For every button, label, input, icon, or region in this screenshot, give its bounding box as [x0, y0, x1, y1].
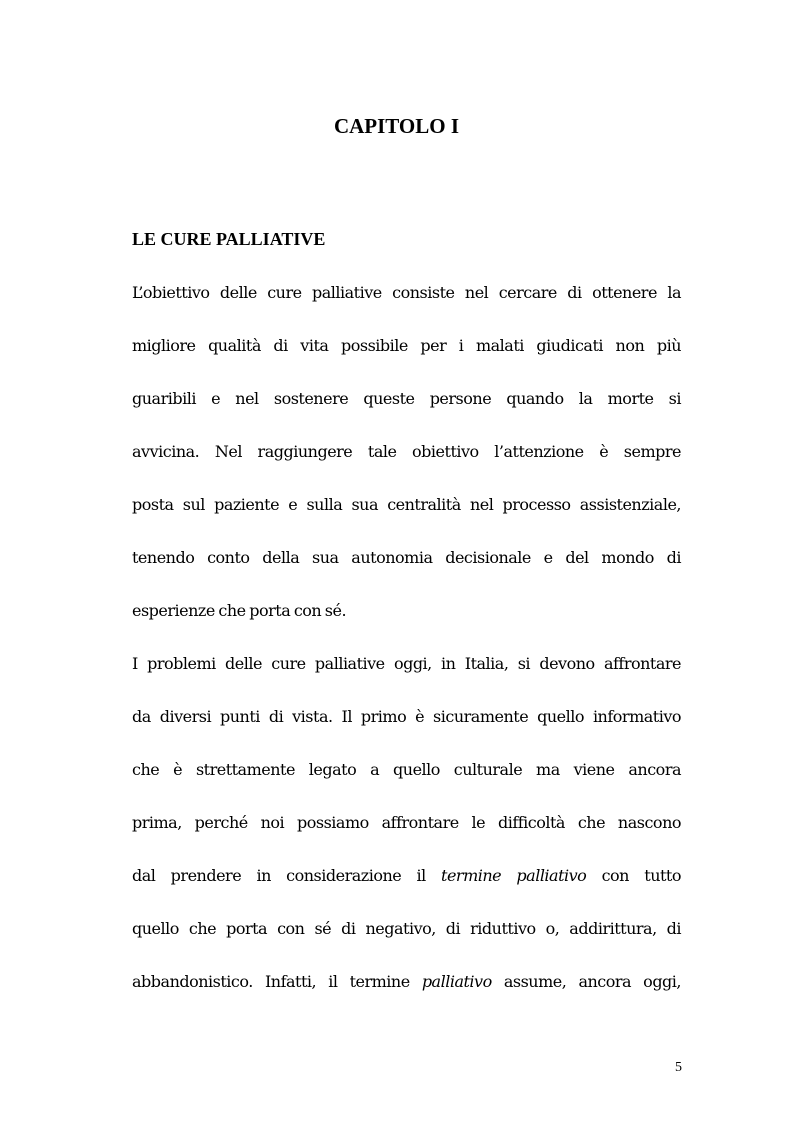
text-line: tenendo conto della sua autonomia decisionale e del mondo di	[132, 548, 681, 567]
text-line: da diversi punti di vista. Il primo è sicuramente quello informativo	[132, 707, 681, 726]
text-line: guaribili e nel sostenere queste persone quando la morte si	[132, 389, 681, 408]
text-line: migliore qualità di vita possibile per i malati giudicati non più	[132, 336, 681, 355]
italic-term: termine palliativo	[441, 866, 587, 885]
text-span: dal prendere in considerazione il	[132, 866, 442, 885]
text-line	[132, 861, 681, 891]
page-number: 5	[675, 1060, 682, 1075]
text-line: prima, perché noi possiamo affrontare le difficoltà che nascono	[132, 813, 681, 832]
text-line	[132, 967, 681, 997]
text-line: L’obiettivo delle cure palliative consiste nel cercare di ottenere la	[132, 283, 681, 302]
text-line: quello che porta con sé di negativo, di riduttivo o, addirittura, di	[132, 919, 681, 938]
text-span: abbandonistico. Infatti, il termine	[132, 972, 422, 991]
chapter-title: CAPITOLO I	[333, 114, 460, 138]
text-line: esperienze che porta con sé.	[132, 601, 347, 620]
text-line: che è strettamente legato a quello culturale ma viene ancora	[132, 760, 681, 779]
text-line: posta sul paziente e sulla sua centralità nel processo assistenziale,	[132, 495, 681, 514]
text-span: con tutto	[586, 866, 681, 885]
section-heading: LE CURE PALLIATIVE	[132, 229, 326, 249]
text-line: I problemi delle cure palliative oggi, in Italia, si devono affrontare	[132, 654, 681, 673]
text-span: assume, ancora oggi,	[491, 972, 682, 991]
italic-term: palliativo	[421, 972, 492, 991]
text-line: avvicina. Nel raggiungere tale obiettivo l’attenzione è sempre	[132, 442, 681, 461]
